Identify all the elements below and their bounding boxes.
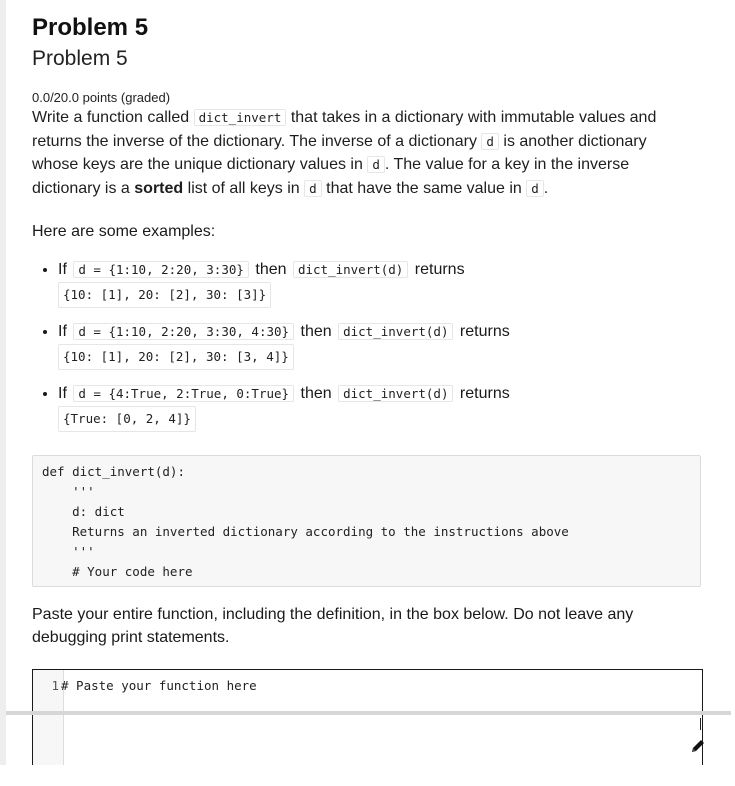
inline-code-d: d: [481, 133, 499, 150]
example-input-code: d = {1:10, 2:20, 3:30}: [73, 261, 249, 278]
example-item: [58, 382, 698, 432]
code-template-block: [32, 455, 701, 587]
example-call-code: dict_invert(d): [338, 385, 453, 402]
pencil-resize-icon[interactable]: [690, 738, 706, 754]
problem-description: [32, 106, 692, 200]
left-border: [0, 0, 6, 765]
desc-text: is another dictionary whose keys are the unique dictionary values in: [32, 132, 647, 173]
horizontal-scrollbar[interactable]: [6, 711, 731, 715]
text-cursor: [700, 718, 701, 730]
example-result-code: {True: [0, 2, 4]}: [58, 406, 196, 432]
example-input-code: d = {4:True, 2:True, 0:True}: [73, 385, 294, 402]
code-editor[interactable]: [32, 669, 703, 765]
example-item: [58, 258, 698, 308]
paste-instructions: Paste your entire function, including the definition, in the box below. Do not leave any debugging print statements.: [32, 606, 634, 646]
example-call-code: dict_invert(d): [338, 323, 453, 340]
desc-text: that takes in a dictionary with immutable values and returns the inverse of the dictionary. The inverse of a dictionary: [32, 109, 657, 150]
example-returns: returns: [459, 323, 510, 340]
points-status: 0.0/20.0 points (graded): [32, 90, 171, 105]
inline-code-d: d: [367, 156, 385, 173]
function-name-code: dict_invert: [194, 109, 287, 126]
desc-text: Write a function called: [32, 109, 190, 126]
code-template-text: def dict_invert(d): ''' d: dict Returns an inverted dictionary according to the instructions above ''' # Your code here: [42, 464, 569, 579]
example-then: then: [300, 323, 332, 340]
example-then: then: [255, 261, 287, 278]
example-returns: returns: [414, 261, 465, 278]
example-result-code: {10: [1], 20: [2], 30: [3, 4]}: [58, 344, 294, 370]
desc-text: that have the same value in: [326, 179, 522, 197]
line-number: 1: [51, 678, 59, 693]
example-if: If: [58, 323, 67, 340]
example-if: If: [58, 261, 67, 278]
desc-text: . The value for a key in the inverse dictionary is a: [32, 156, 630, 197]
example-if: If: [58, 385, 67, 402]
problem-subtitle: Problem 5: [32, 47, 128, 70]
desc-text: .: [543, 179, 549, 197]
inline-code-d: d: [526, 180, 544, 197]
example-result-code: {10: [1], 20: [2], 30: [3]}: [58, 282, 271, 308]
desc-bold-sorted: sorted: [134, 179, 184, 197]
problem-title: Problem 5: [32, 14, 149, 41]
desc-text: list of all keys in: [187, 179, 300, 197]
examples-list: [32, 258, 698, 444]
example-then: then: [300, 385, 332, 402]
editor-gutter: [33, 670, 64, 765]
example-item: [58, 320, 698, 370]
editor-content[interactable]: # Paste your function here: [61, 678, 257, 693]
inline-code-d: d: [304, 180, 322, 197]
example-returns: returns: [459, 385, 510, 402]
example-input-code: d = {1:10, 2:20, 3:30, 4:30}: [73, 323, 294, 340]
examples-label: Here are some examples:: [32, 223, 216, 240]
example-call-code: dict_invert(d): [293, 261, 408, 278]
